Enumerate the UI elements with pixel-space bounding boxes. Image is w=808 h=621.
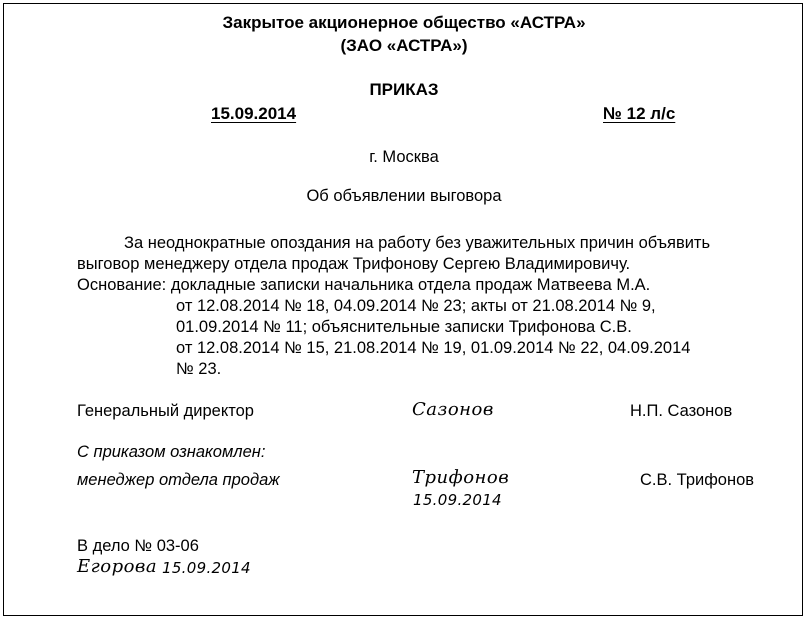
director-signature: Сазонов [412, 399, 494, 420]
filing-signature: Егорова [77, 556, 158, 577]
basis-line-2: от 12.08.2014 № 18, 04.09.2014 № 23; акты от 21.08.2014 № 9, [176, 297, 656, 315]
organization-full-name: Закрытое акционерное общество «АСТРА» [222, 13, 586, 32]
order-subject: Об объявлении выговора [306, 187, 502, 205]
basis-line-1: докладные записки начальника отдела продаж Матвеева М.А. [170, 276, 651, 294]
acquainted-position: менеджер отдела продаж [77, 471, 280, 489]
basis-line-3: 01.09.2014 № 11; объяснительные записки Трифонова С.В. [176, 318, 632, 336]
employee-signature: Трифонов [412, 467, 510, 488]
document-title: ПРИКАЗ [369, 80, 439, 99]
director-position: Генеральный директор [77, 402, 254, 420]
director-name: Н.П. Сазонов [630, 402, 733, 420]
order-paragraph-line-1: За неоднократные опоздания на работу без уважительных причин объявить [124, 234, 711, 252]
order-number: № 12 л/с [603, 104, 676, 123]
basis-line-4: от 12.08.2014 № 15, 21.08.2014 № 19, 01.09.2014 № 22, 04.09.2014 [176, 339, 691, 357]
employee-signature-date: 15.09.2014 [413, 491, 502, 509]
basis-label: Основание: [77, 276, 167, 294]
employee-name: С.В. Трифонов [640, 471, 755, 489]
order-date: 15.09.2014 [211, 104, 297, 123]
basis-line-5: № 23. [176, 360, 222, 378]
organization-short-name: (ЗАО «АСТРА») [340, 36, 468, 55]
acquainted-label: С приказом ознакомлен: [77, 443, 266, 461]
filing-label: В дело № 03-06 [77, 537, 199, 555]
city: г. Москва [369, 148, 439, 166]
basis-row [77, 275, 650, 296]
filing-date: 15.09.2014 [162, 559, 251, 577]
order-paragraph-line-2: выговор менеджеру отдела продаж Трифонову Сергею Владимировичу. [77, 255, 631, 273]
